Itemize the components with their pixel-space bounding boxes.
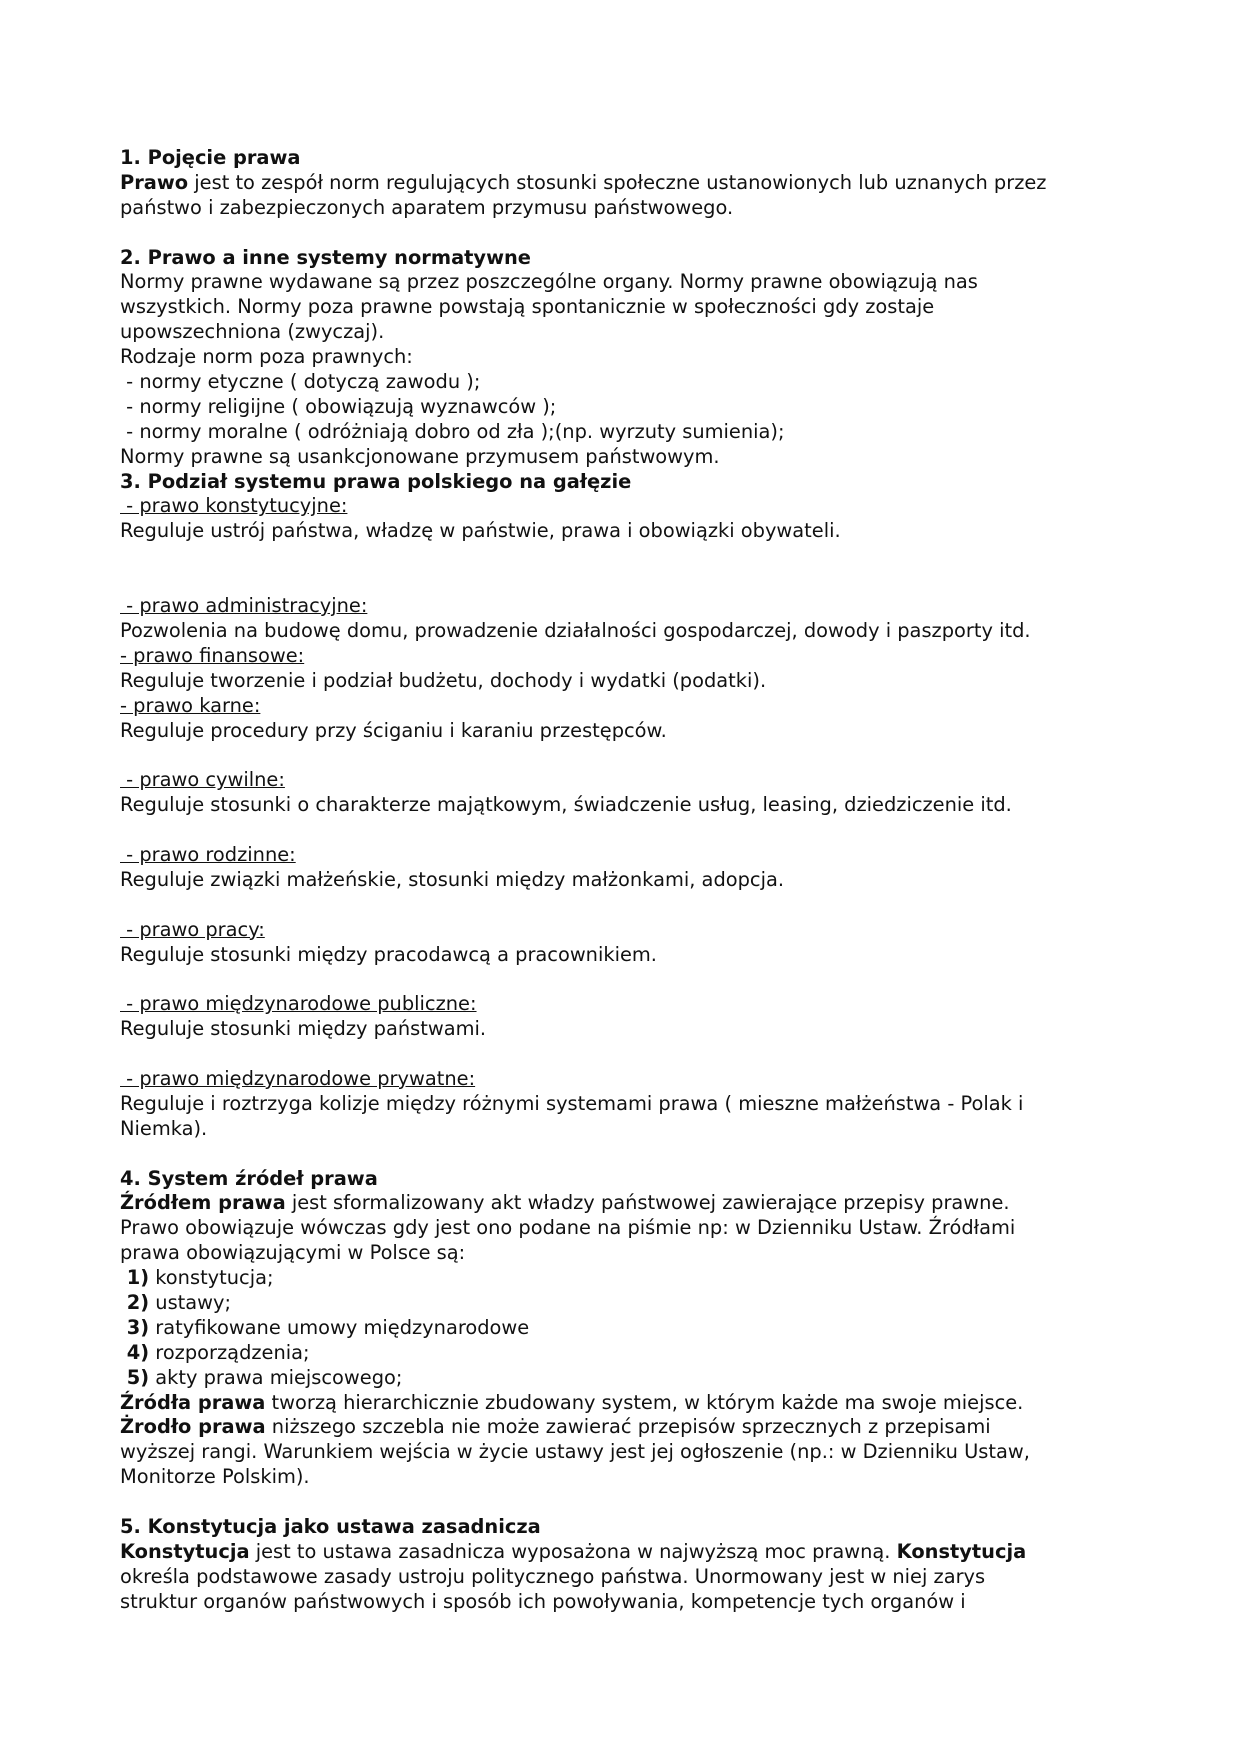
section-2-line: Normy prawne wydawane są przez poszczególne organy. Normy prawne obowiązują nas — [120, 270, 978, 294]
section-2-list-item: - normy religijne ( obowiązują wyznawców ); — [120, 394, 557, 418]
section-4-heading: 4. System źródeł prawa — [120, 1166, 378, 1190]
branch-description: Reguluje związki małżeńskie, stosunki między małżonkami, adopcja. — [120, 867, 785, 891]
section-5-line-1 — [120, 1540, 1130, 1565]
list-text: akty prawa miejscowego; — [149, 1365, 403, 1389]
source-list-item — [120, 1291, 1130, 1316]
branch-name: - prawo rodzinne: — [120, 842, 296, 866]
list-text: konstytucja; — [149, 1266, 274, 1290]
branch-description: Pozwolenia na budowę domu, prowadzenie działalności gospodarczej, dowody i paszporty itd. — [120, 618, 1031, 642]
term-konstytucja: Konstytucja — [120, 1539, 250, 1563]
branch-name: - prawo międzynarodowe publiczne: — [120, 992, 477, 1016]
section-2-heading: 2. Prawo a inne systemy normatywne — [120, 245, 531, 269]
term-konstytucja: Konstytucja — [896, 1539, 1027, 1563]
term-prawo: Prawo — [120, 170, 189, 194]
section-4-line-3: prawa obowiązującymi w Polsce są: — [120, 1241, 466, 1265]
section-1-line-2: państwo i zabezpieczonych aparatem przymusu państwowego. — [120, 195, 734, 219]
branch-name: - prawo cywilne: — [120, 768, 285, 792]
section-4-text: jest sformalizowany akt władzy państwowej zawierające przepisy prawne. — [285, 1191, 1010, 1215]
branch-name: - prawo konstytucyjne: — [120, 494, 348, 518]
section-4-line-7: Monitorze Polskim). — [120, 1465, 310, 1489]
list-number: 5) — [120, 1365, 150, 1389]
section-4-line-2: Prawo obowiązuje wówczas gdy jest ono podane na piśmie np: w Dzienniku Ustaw. Źródłami — [120, 1216, 1016, 1240]
list-text: rozporządzenia; — [149, 1340, 310, 1364]
branch-description: Reguluje stosunki o charakterze majątkowym, świadczenie usług, leasing, dziedziczenie itd. — [120, 793, 1012, 817]
section-2-line: upowszechniona (zwyczaj). — [120, 320, 385, 344]
section-2-line: Normy prawne są usankcjonowane przymusem państwowym. — [120, 444, 720, 468]
branch-name: - prawo finansowe: — [120, 643, 305, 667]
source-list-item — [120, 1316, 1130, 1341]
section-1-line-1 — [120, 171, 1130, 196]
section-2-line: Rodzaje norm poza prawnych: — [120, 345, 413, 369]
section-5-heading: 5. Konstytucja jako ustawa zasadnicza — [120, 1515, 541, 1538]
section-3-heading: 3. Podział systemu prawa polskiego na gałęzie — [120, 469, 632, 493]
section-2-line: wszystkich. Normy poza prawne powstają spontanicznie w społeczności gdy zostaje — [120, 295, 935, 319]
branch-description: Reguluje stosunki między państwami. — [120, 1017, 487, 1041]
term-zrodlo-prawa: Żrodło prawa — [120, 1415, 266, 1439]
branch-description: Reguluje ustrój państwa, władzę w państwie, prawa i obowiązki obywateli. — [120, 519, 841, 543]
list-number: 3) — [120, 1315, 150, 1339]
branch-description: Reguluje tworzenie i podział budżetu, dochody i wydatki (podatki). — [120, 668, 767, 692]
source-list-item — [120, 1366, 1130, 1391]
branch-name: - prawo pracy: — [120, 917, 265, 941]
section-1-heading: 1. Pojęcie prawa — [120, 146, 301, 169]
branch-description: Reguluje procedury przy ściganiu i karaniu przestępców. — [120, 718, 667, 742]
branch-description: Reguluje i roztrzyga kolizje między różnymi systemami prawa ( mieszne małżeństwa - Polak i — [120, 1091, 1024, 1115]
section-4-line-4 — [120, 1391, 1130, 1416]
branch-name: - prawo karne: — [120, 693, 261, 717]
section-4-text: tworzą hierarchicznie zbudowany system, w którym każde ma swoje miejsce. — [265, 1390, 1024, 1414]
branch-description: Reguluje stosunki między pracodawcą a pracownikiem. — [120, 942, 657, 966]
document-page — [120, 146, 1130, 1615]
list-text: ustawy; — [149, 1290, 232, 1314]
section-5-line-3: struktur organów państwowych i sposób ich powoływania, kompetencje tych organów i — [120, 1589, 966, 1613]
list-number: 2) — [120, 1290, 150, 1314]
section-2-list-item: - normy etyczne ( dotyczą zawodu ); — [120, 370, 481, 394]
section-1-text: jest to zespół norm regulujących stosunki społeczne ustanowionych lub uznanych przez — [188, 170, 1047, 194]
section-2-list-item: - normy moralne ( odróżniają dobro od zła );(np. wyrzuty sumienia); — [120, 419, 785, 443]
source-list-item — [120, 1341, 1130, 1366]
branch-description-cont: Niemka). — [120, 1116, 208, 1140]
source-list-item — [120, 1266, 1130, 1291]
list-number: 4) — [120, 1340, 150, 1364]
section-4-text: niższego szczebla nie może zawierać przepisów sprzecznych z przepisami — [265, 1415, 991, 1439]
term-zrodlem-prawa: Źródłem prawa — [120, 1191, 286, 1215]
section-5-text: jest to ustawa zasadnicza wyposażona w najwyższą moc prawną. — [249, 1539, 897, 1563]
list-text: ratyfikowane umowy międzynarodowe — [149, 1315, 530, 1339]
section-4-line-1 — [120, 1191, 1130, 1216]
list-number: 1) — [120, 1266, 150, 1290]
section-4-line-6: wyższej rangi. Warunkiem wejścia w życie ustawy jest jej ogłoszenie (np.: w Dzienniku Ustaw, — [120, 1440, 1030, 1464]
section-4-line-5 — [120, 1415, 1130, 1440]
section-5-line-2: określa podstawowe zasady ustroju politycznego państwa. Unormowany jest w niej zarys — [120, 1564, 986, 1588]
branch-name: - prawo administracyjne: — [120, 594, 368, 618]
branch-name: - prawo międzynarodowe prywatne: — [120, 1066, 476, 1090]
term-zrodla-prawa: Źródła prawa — [120, 1390, 266, 1414]
